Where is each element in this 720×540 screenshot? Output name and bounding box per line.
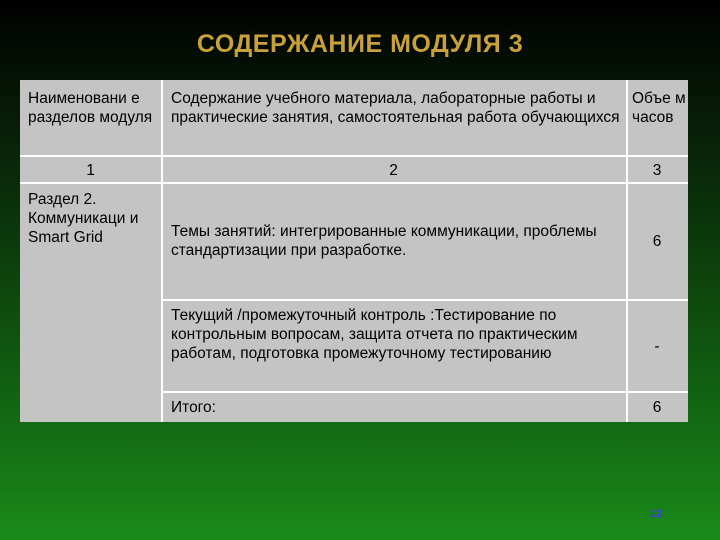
row-divider xyxy=(20,155,688,157)
section-name: Раздел 2. Коммуникаци и Smart Grid xyxy=(28,191,139,246)
column-divider xyxy=(626,80,628,422)
row-divider xyxy=(161,391,688,393)
column-number-2: 2 xyxy=(389,162,398,179)
row-hours: - xyxy=(654,338,660,355)
row-content: Текущий /промежуточный контроль :Тестирование по контрольным вопросам, защита отчета по практическим работам, подготовка промежуточному тестированию xyxy=(171,307,578,362)
header-hours: Объе м часов xyxy=(632,90,686,126)
row-hours: 6 xyxy=(652,233,662,250)
column-number-1: 1 xyxy=(86,162,95,179)
total-hours: 6 xyxy=(652,399,662,416)
column-number-3: 3 xyxy=(652,162,662,179)
column-divider xyxy=(161,80,163,422)
row-divider xyxy=(20,182,688,184)
total-label: Итого: xyxy=(171,399,216,416)
header-section-name: Наименовани е разделов модуля xyxy=(28,90,153,126)
header-content: Содержание учебного материала, лабораторные работы и практические занятия, самостоятельная работа обучающихся xyxy=(171,90,620,126)
slide-title: СОДЕРЖАНИЕ МОДУЛЯ 3 xyxy=(196,30,524,58)
page-number: 12 xyxy=(650,508,663,520)
row-content: Темы занятий: интегрированные коммуникации, проблемы стандартизации при разработке. xyxy=(171,223,597,259)
row-divider xyxy=(161,299,688,301)
module-content-table xyxy=(20,80,688,422)
